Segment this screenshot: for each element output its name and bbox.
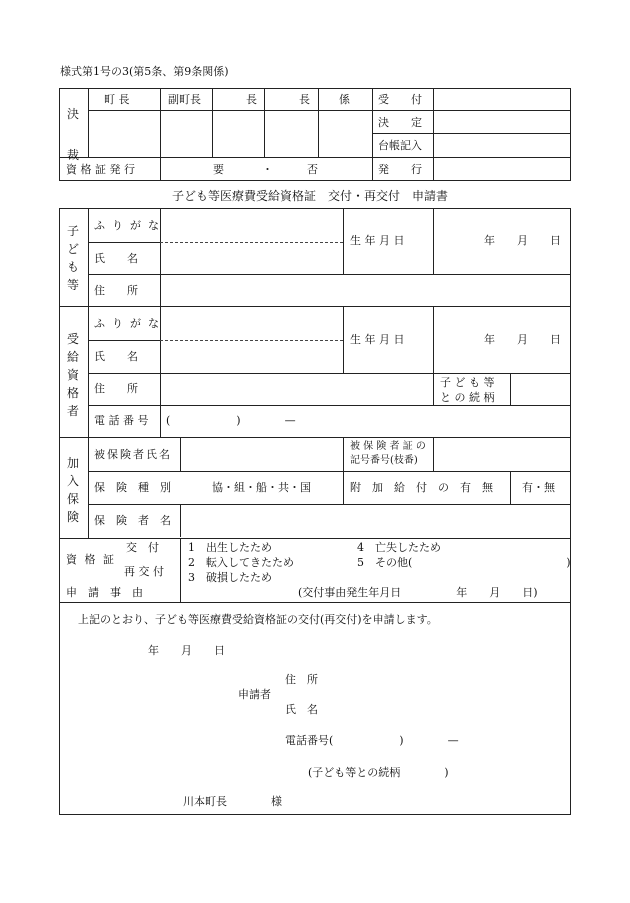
role-deputy-mayor: 副町長	[168, 93, 201, 106]
child-name-label: 氏 名	[94, 252, 138, 265]
process-issue: 発 行	[378, 163, 422, 176]
applicant-relation: (子ども等との続柄 )	[308, 766, 449, 779]
child-address-label: 住 所	[94, 284, 138, 297]
form-title: 子ども等医療費受給資格証 交付・再交付 申請書	[172, 189, 449, 203]
cert-issue-option: 交 付	[126, 541, 159, 554]
recipient-phone-value: ( ) —	[166, 414, 296, 427]
insurance-type-label: 保 険 種 別	[94, 481, 171, 494]
recipient-address-label: 住 所	[94, 382, 138, 395]
child-birth-label: 生 年 月 日	[350, 234, 405, 247]
insured-name-label: 被保険者氏名	[94, 448, 172, 461]
addressee: 川本町長 様	[183, 795, 282, 808]
need-option: 要	[213, 163, 224, 176]
insurer-name-label: 保 険 者 名	[94, 514, 171, 527]
process-decision: 決 定	[378, 116, 422, 129]
supplement-options: 有・無	[522, 481, 555, 494]
reason-item-4: 4 亡失したため	[357, 541, 441, 554]
role-staff: 係	[339, 93, 350, 106]
applicant-address-label: 住 所	[285, 673, 318, 686]
not-option: 否	[307, 163, 318, 176]
insurance-card-label-line2: 記号番号(枝番)	[350, 455, 418, 466]
cert-reissue-option: 再 交 付	[124, 565, 164, 578]
child-furigana-label: ふりがな	[94, 219, 166, 232]
applicant-label: 申請者	[238, 688, 271, 701]
form-number: 様式第1号の3(第5条、第9条関係)	[60, 65, 229, 78]
main-table	[59, 208, 571, 815]
applicant-phone: 電話番号( ) —	[285, 734, 459, 747]
declaration-date: 年 月 日	[148, 644, 225, 657]
process-ledger: 台帳記入	[378, 139, 422, 152]
declaration-statement: 上記のとおり、子ども等医療費受給資格証の交付(再交付)を申請します。	[78, 613, 438, 626]
recipient-furigana-label: ふりがな	[94, 317, 166, 330]
cert-issue-label: 資 格 証 発 行	[66, 163, 135, 176]
child-birth-value: 年 月 日	[484, 234, 561, 247]
insurance-card-label-line1: 被 保 険 者 証 の	[350, 441, 426, 452]
decision-label: 決裁	[66, 107, 79, 162]
recipient-birth-label: 生 年 月 日	[350, 333, 405, 346]
recipient-phone-label: 電 話 番 号	[94, 414, 149, 427]
supplement-label: 附 加 給 付 の 有 無	[350, 481, 493, 494]
relation-label-line2: と の 続 柄	[440, 391, 495, 404]
child-section-label: 子ども等	[66, 224, 79, 292]
role-mayor: 町 長	[104, 93, 130, 106]
recipient-section-label: 受給資格者	[66, 332, 79, 418]
reason-item-1: 1 出生したため	[188, 541, 272, 554]
process-receipt: 受 付	[378, 93, 422, 106]
occurrence-date: (交付事由発生年月日 年 月 日)	[298, 586, 538, 599]
insurance-type-options: 協・組・船・共・国	[212, 481, 311, 494]
relation-label-line1: 子 ど も 等	[440, 376, 495, 389]
dot-separator: ・	[262, 163, 273, 176]
applicant-name-label: 氏 名	[285, 703, 318, 716]
insurance-section-label: 加入保険	[66, 456, 79, 524]
reason-item-2: 2 転入してきたため	[188, 556, 294, 569]
role-chief-2: 長	[299, 93, 310, 106]
role-chief-1: 長	[246, 93, 257, 106]
reason-item-3: 3 破損したため	[188, 571, 272, 584]
reason-item-5: 5 その他( )	[357, 556, 571, 569]
recipient-birth-value: 年 月 日	[484, 333, 561, 346]
apply-reason-label: 申 請 事 由	[66, 586, 143, 599]
cert-label: 資 格 証	[66, 553, 116, 566]
recipient-name-label: 氏 名	[94, 350, 138, 363]
